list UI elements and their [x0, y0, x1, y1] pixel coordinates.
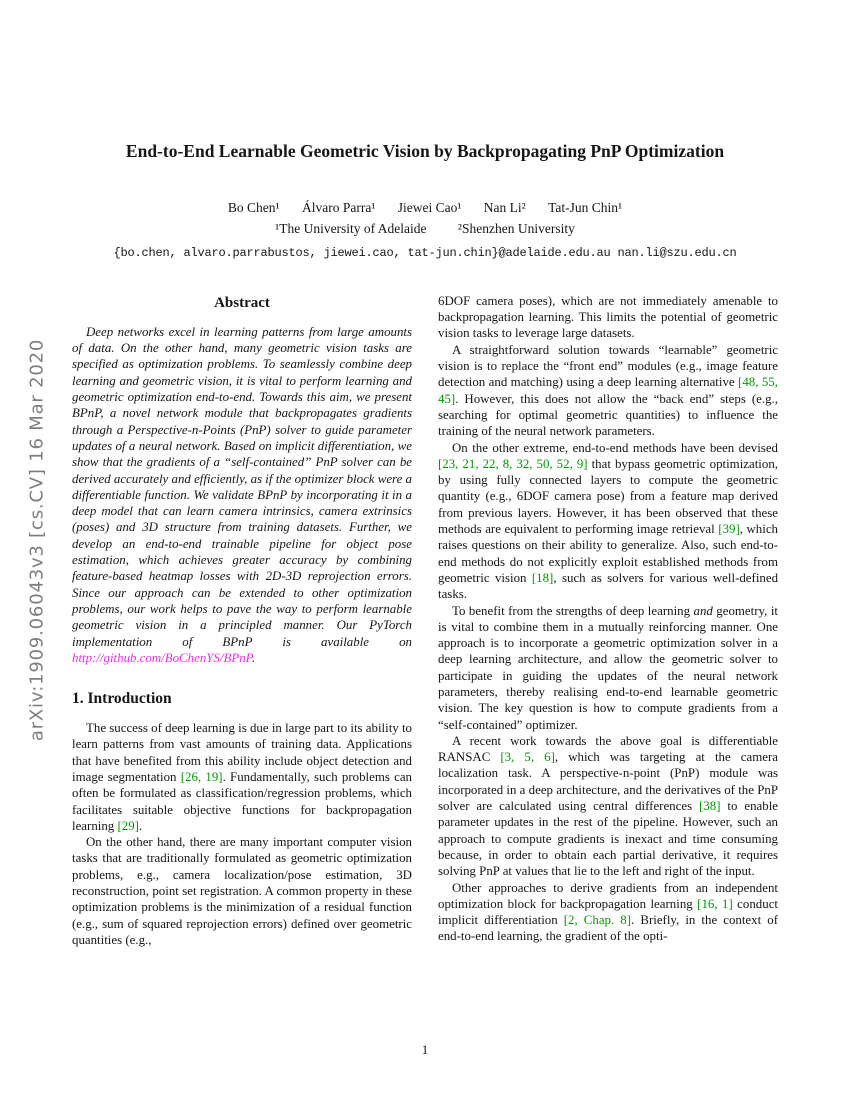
citation-link[interactable]: [29] — [117, 818, 139, 833]
citation-link[interactable]: [23, 21, 22, 8, 32, 50, 52, 9] — [438, 456, 588, 471]
paragraph — [438, 293, 778, 342]
text-run: to enable parameter updates in the rest of the pipeline. However, such an approach to compute gradients is inexact and time consuming because, in order to obtain each partial derivative, it requires solving PnP at values that lie to the left and right of the input. — [438, 799, 778, 879]
citation-link[interactable]: [2, Chap. 8] — [563, 913, 632, 928]
text-run: To benefit from the strengths of deep learning — [452, 603, 694, 618]
author-name: Bo Chen¹ — [227, 199, 280, 215]
text-run: . Briefly, in the context of end-to-end learning, the gradient of the opti- — [438, 913, 778, 944]
paragraph — [438, 342, 778, 440]
text-run: The success of deep learning is due in large part to its ability to learn patterns from vast amounts of training data. Applications that have benefited from this ability include object detection and image segmentation — [72, 721, 412, 784]
author-name: Nan Li² — [483, 199, 526, 215]
text-run: On the other hand, there are many important computer vision tasks that are traditionally formulated as geometric optimization problems, e.g., camera localization/pose estimation, 3D reconstruction, point set registration. A common property in these optimization problems is the minimization of a residual function (e.g., sum of squared reprojection errors) defined over geometric quantities (e.g., — [72, 835, 412, 947]
citation-link[interactable]: [48, 55, 45] — [438, 375, 778, 406]
text-run: . Fundamentally, such problems can often be formulated as classification/regression problems, which facilitates suitable objective functions for backpropagation learning — [72, 770, 412, 833]
paragraph — [438, 603, 778, 733]
paragraph — [438, 733, 778, 880]
author-name: Jiewei Cao¹ — [397, 199, 462, 215]
text-run: . — [251, 650, 256, 665]
left-column — [72, 293, 412, 948]
text-run: , which was targeting at the camera localization task. A perspective-n-point (PnP) module was incorporated in a deep architecture, and the derivatives of the PnP solver are calculated using central differences — [438, 750, 778, 814]
text-run: geometry, it is vital to combine them in a mutually reinforcing manner. One approach is to incorporate a geometric optimization solver in a deep learning architecture, and allow the geometric solver to participate in guiding the updates of the neural network parameters, thereby realising end-to-end learnable geometric vision. The key question is how to compute gradients from a “self-contained” optimizer. — [438, 603, 778, 732]
citation-link[interactable]: [3, 5, 6] — [500, 750, 555, 765]
paper-header — [0, 0, 850, 260]
text-run: Deep networks excel in learning patterns from large amounts of data. On the other hand, many geometric vision tasks are specified as optimization problems. To seamlessly combine deep learning and geometric vision, it is vital to perform learning and geometric optimization end-to-end. Towards this aim, we present BPnP, a novel network module that backpropagates gradients through a Perspective-n-Points (PnP) solver to guide parameter updates of a neural network. Based on implicit differentiation, we show that the gradients of a “self-contained” PnP solver can be derived accurately and efficiently, as if the optimizer block were a differentiable function. We validate BPnP by incorporating it in a deep model that can learn camera intrinsics, camera extrinsics (poses) and 3D structure from training datasets. Further, we develop an end-to-end trainable pipeline for object pose estimation, which achieves greater accuracy by combining feature-based heatmap losses with 2D-3D reprojection errors. Since our approach can be extended to other optimization problems, our work helps to pave the way to perform learnable geometric vision in a principled manner. Our PyTorch implementation of BPnP is available on — [72, 324, 412, 649]
text-run: that bypass geometric optimization, by using fully connected layers to compute the geometric quantity (e.g., 6DOF camera pose) from a feature map derived from previous layers. However, it has been observed that these methods are equivalent to performing image retrieval — [438, 456, 779, 537]
paragraph — [438, 440, 778, 603]
citation-link[interactable]: [38] — [699, 799, 721, 814]
text-run: , which raises questions on their ability to generalize. Also, such end-to-end methods do not explicitly exploit established methods from geometric vision — [438, 522, 779, 585]
paragraph — [72, 834, 412, 948]
text-run: A recent work towards the above goal is differentiable RANSAC — [438, 733, 778, 765]
citation-link[interactable]: [18] — [531, 570, 554, 585]
abstract-text — [72, 324, 412, 666]
paragraph — [72, 720, 412, 834]
text-run: Other approaches to derive gradients from an independent optimization block for backpropagation learning — [438, 880, 778, 911]
affiliation: ²Shenzhen University — [457, 220, 575, 236]
url-link[interactable]: http://github.com/BoChenYS/BPnP — [72, 650, 252, 665]
author-name: Tat-Jun Chin¹ — [548, 199, 623, 215]
text-run: 6DOF camera poses), which are not immediately amenable to backpropagation learning. This limits the potential of geometric vision tasks to leverage large datasets. — [438, 293, 778, 341]
arxiv-watermark: arXiv:1909.06043v3 [cs.CV] 16 Mar 2020 — [26, 338, 48, 742]
text-run: . However, this does not allow the “back end” steps (e.g., searching for optimal geometric quantities) to influence the training of the neural network parameters. — [438, 391, 778, 439]
citation-link[interactable]: [39] — [718, 522, 740, 537]
authors-line — [0, 200, 850, 216]
emails-line: {bo.chen, alvaro.parrabustos, jiewei.cao, tat-jun.chin}@adelaide.edu.au nan.li@szu.edu.cn — [113, 245, 737, 260]
abstract-heading: Abstract — [214, 294, 270, 311]
text-run: . — [138, 818, 143, 833]
text-run: , such as solvers for various well-defined tasks. — [438, 570, 779, 602]
right-column — [438, 293, 778, 948]
emphasis-text: and — [693, 603, 713, 618]
citation-link[interactable]: [26, 19] — [180, 770, 223, 784]
affiliations-line — [0, 221, 850, 237]
text-run: On the other extreme, end-to-end methods have been devised — [452, 440, 778, 455]
page-number: 1 — [421, 1042, 429, 1057]
text-run: A straightforward solution towards “learnable” geometric vision is to replace the “front end” modules (e.g., image feature detection and matching) using a deep learning alternative — [438, 342, 778, 390]
affiliation: ¹The University of Adelaide — [275, 220, 427, 236]
citation-link[interactable]: [16, 1] — [697, 896, 733, 911]
text-run: conduct implicit differentiation — [438, 896, 778, 928]
page-footer — [0, 1042, 850, 1058]
two-column-body — [0, 293, 850, 948]
paragraph — [438, 880, 778, 945]
paper-title: End-to-End Learnable Geometric Vision by Backpropagating PnP Optimization — [125, 141, 725, 161]
author-name: Álvaro Parra¹ — [301, 199, 376, 215]
section-heading-introduction: 1. Introduction — [72, 690, 172, 708]
